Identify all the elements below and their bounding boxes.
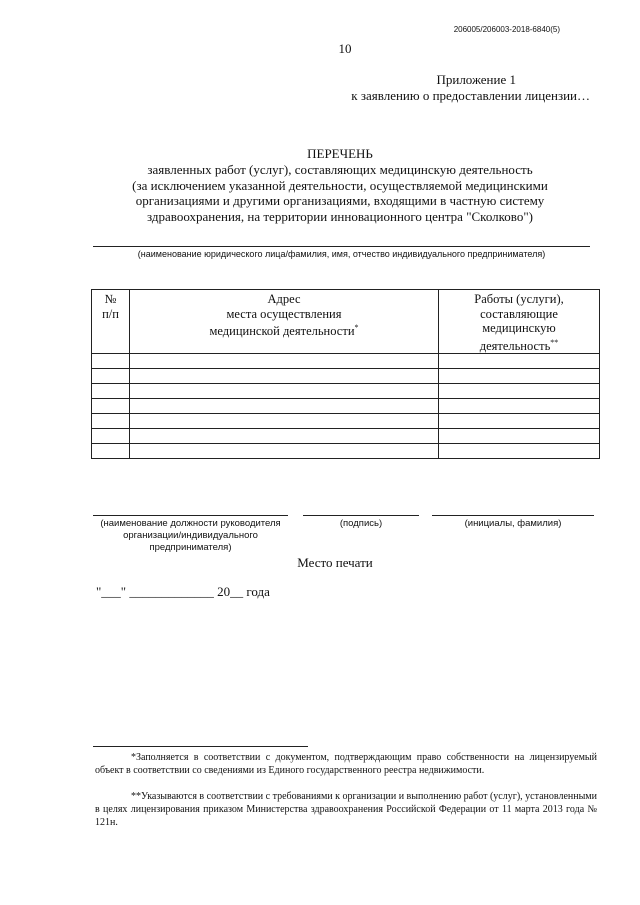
appendix-subtitle: к заявлению о предоставлении лицензии… <box>351 88 590 103</box>
position-line[interactable] <box>93 515 288 516</box>
header-number <box>92 290 130 354</box>
cell-address[interactable] <box>130 414 439 429</box>
cell-works[interactable] <box>439 354 600 369</box>
works-table <box>91 289 600 459</box>
header-text: места осуществления <box>226 306 342 321</box>
cell-number[interactable] <box>92 444 130 459</box>
table-row <box>92 369 600 384</box>
header-text: Адрес <box>267 292 301 306</box>
header-text: медицинской деятельности <box>209 324 355 339</box>
cell-works[interactable] <box>439 444 600 459</box>
header-text: Работы (услуги), <box>474 292 564 306</box>
footnote-2: **Указываются в соответствии с требованиями к организации и выполнению работ (услуг), установленными в целях лицензирования приказом Министерства здравоохранения Российской Федерации от 11 марта 2013 года № 121н. <box>95 791 597 828</box>
header-text <box>130 321 438 339</box>
cell-number[interactable] <box>92 384 130 399</box>
cell-works[interactable] <box>439 384 600 399</box>
signature-caption: (подпись) <box>339 518 383 529</box>
appendix-title: Приложение 1 <box>436 72 516 87</box>
cell-address[interactable] <box>130 399 439 414</box>
signature-line[interactable] <box>303 515 419 516</box>
footnote-divider <box>93 746 308 747</box>
caption-line: предпринимателя) <box>149 542 232 553</box>
header-text: деятельность <box>479 338 551 353</box>
cell-number[interactable] <box>92 414 130 429</box>
header-text: № <box>104 292 117 306</box>
cell-number[interactable] <box>92 429 130 444</box>
subheading-line: заявленных работ (услуг), составляющих медицинскую деятельность <box>147 162 533 177</box>
name-line[interactable] <box>432 515 594 516</box>
document-id: 206005/206003-2018-6840(5) <box>453 25 560 34</box>
entity-name-line[interactable] <box>93 246 590 247</box>
page-number: 10 <box>338 41 352 56</box>
table-row <box>92 384 600 399</box>
header-works <box>439 290 600 354</box>
cell-address[interactable] <box>130 369 439 384</box>
entity-name-caption: (наименование юридического лица/фамилия, имя, отчество индивидуального предпринимателя) <box>137 249 546 259</box>
footnote-mark: ** <box>550 337 559 347</box>
cell-address[interactable] <box>130 429 439 444</box>
cell-address[interactable] <box>130 384 439 399</box>
cell-number[interactable] <box>92 354 130 369</box>
table-row <box>92 399 600 414</box>
position-caption <box>93 518 288 554</box>
table-row <box>92 354 600 369</box>
subheading-line: здравоохранения, на территории инновационного центра "Сколково") <box>147 208 533 224</box>
header-text: составляющие <box>480 306 558 321</box>
table-row <box>92 429 600 444</box>
cell-works[interactable] <box>439 429 600 444</box>
header-address <box>130 290 439 354</box>
subheading-line: организациями и другими организациями, входящими в частную систему <box>135 193 545 208</box>
name-caption: (инициалы, фамилия) <box>464 518 562 529</box>
subheading-line: (за исключением указанной деятельности, осуществляемой медицинскими <box>132 177 548 193</box>
date-line[interactable]: "___" _____________ 20__ года <box>96 584 270 599</box>
footnote-mark: * <box>354 323 359 332</box>
table-header-row <box>92 290 600 354</box>
cell-address[interactable] <box>130 444 439 459</box>
cell-address[interactable] <box>130 354 439 369</box>
cell-number[interactable] <box>92 369 130 384</box>
header-text: медицинскую <box>482 321 556 335</box>
cell-number[interactable] <box>92 399 130 414</box>
header-text <box>439 336 599 354</box>
header-text: п/п <box>102 306 119 321</box>
cell-works[interactable] <box>439 369 600 384</box>
stamp-place: Место печати <box>297 555 373 570</box>
table-row <box>92 444 600 459</box>
table-body <box>92 354 600 459</box>
cell-works[interactable] <box>439 399 600 414</box>
document-subheading <box>100 162 580 224</box>
footnote-1: *Заполняется в соответствии с документом, подтверждающим право собственности на лицензируемый объект в соответствии со сведениями из Единого государственного реестра недвижимости. <box>95 752 597 776</box>
caption-line: (наименование должности руководителя <box>100 518 281 529</box>
caption-line: организации/индивидуального <box>123 530 258 541</box>
cell-works[interactable] <box>439 414 600 429</box>
document-heading: ПЕРЕЧЕНЬ <box>307 146 373 161</box>
table-row <box>92 414 600 429</box>
